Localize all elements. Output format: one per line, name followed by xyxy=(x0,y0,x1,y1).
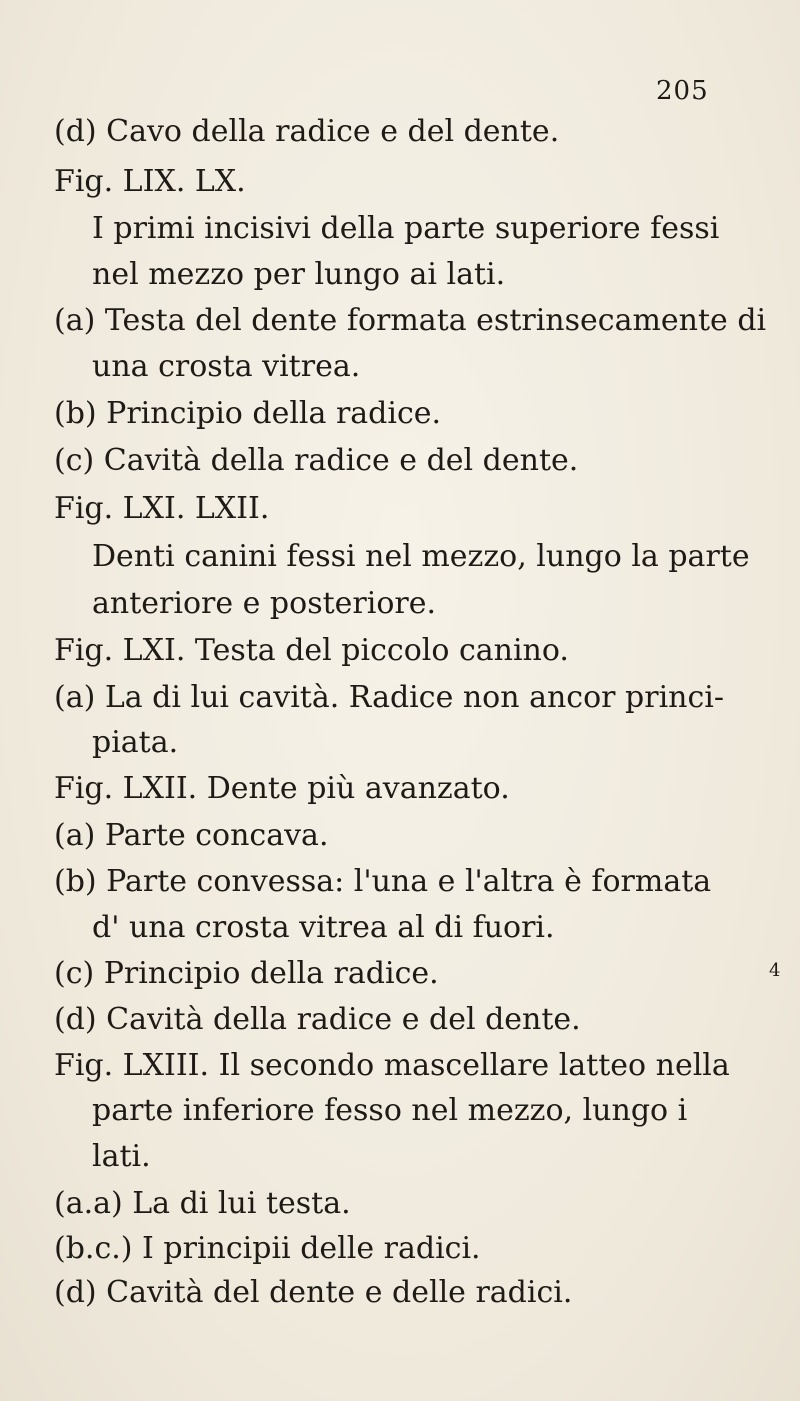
caption-line: (a.a) La di lui testa. xyxy=(54,1186,351,1221)
figure-heading: Fig. LXIII. Il secondo mascellare latteo nella xyxy=(54,1048,730,1083)
caption-line: (b) Parte convessa: l'una e l'altra è formata xyxy=(54,864,712,899)
figure-heading: Fig. LXII. Dente più avanzato. xyxy=(54,771,510,806)
caption-line: lati. xyxy=(92,1139,151,1174)
caption-line: (c) Principio della radice. xyxy=(54,956,439,991)
caption-line: (a) La di lui cavità. Radice non ancor princi- xyxy=(54,680,725,715)
caption-line: (a) Parte concava. xyxy=(54,818,329,853)
caption-line: piata. xyxy=(92,725,179,760)
caption-line: una crosta vitrea. xyxy=(92,349,361,384)
caption-line: anteriore e posteriore. xyxy=(92,586,437,621)
caption-line: (d) Cavità della radice e del dente. xyxy=(54,1002,581,1037)
page-number: 205 xyxy=(656,76,709,106)
caption-line: parte inferiore fesso nel mezzo, lungo i xyxy=(92,1093,688,1128)
caption-line: (d) Cavità del dente e delle radici. xyxy=(54,1275,573,1310)
caption-line: (b) Principio della radice. xyxy=(54,396,442,431)
figure-heading: Fig. LXI. Testa del piccolo canino. xyxy=(54,633,569,668)
caption-line: nel mezzo per lungo ai lati. xyxy=(92,257,506,292)
caption-line: (c) Cavità della radice e del dente. xyxy=(54,443,579,478)
figure-heading: Fig. LXI. LXII. xyxy=(54,491,270,526)
caption-line: Denti canini fessi nel mezzo, lungo la parte xyxy=(92,539,750,574)
caption-line: I primi incisivi della parte superiore fessi xyxy=(92,211,720,246)
figure-heading: Fig. LIX. LX. xyxy=(54,164,246,199)
caption-line: d' una crosta vitrea al di fuori. xyxy=(92,910,555,945)
caption-line: (b.c.) I principii delle radici. xyxy=(54,1231,481,1266)
caption-line: (a) Testa del dente formata estrinsecamente di xyxy=(54,303,767,338)
margin-mark: 4 xyxy=(769,960,781,981)
caption-line: (d) Cavo della radice e del dente. xyxy=(54,114,560,149)
